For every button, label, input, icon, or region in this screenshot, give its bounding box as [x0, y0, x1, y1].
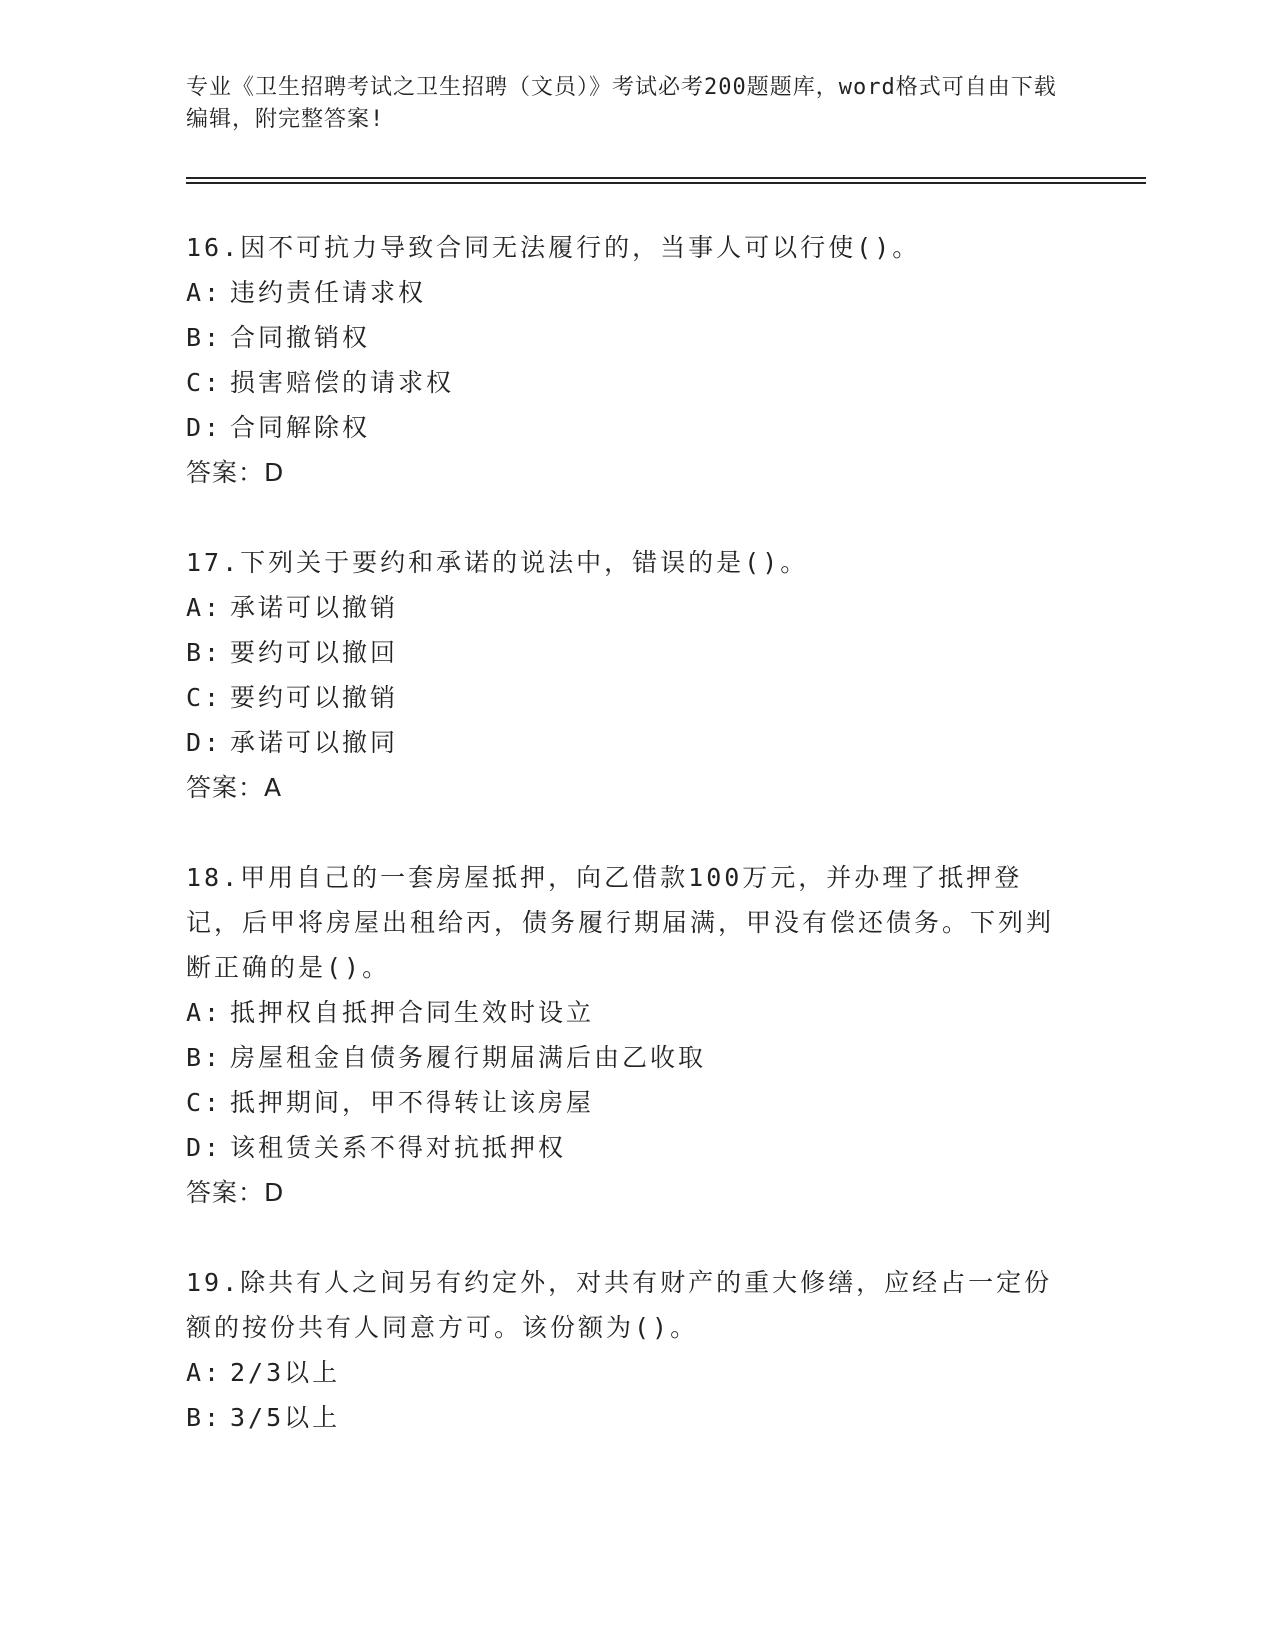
option-text: 损害赔偿的请求权	[230, 368, 455, 397]
option-letter: D:	[186, 413, 223, 442]
option-a	[186, 1350, 1066, 1395]
answer-line: 答案：D	[186, 458, 285, 487]
option-letter: A:	[186, 593, 223, 622]
option-text: 要约可以撤销	[230, 683, 399, 712]
question-17	[186, 540, 1066, 810]
option-text: 抵押权自抵押合同生效时设立	[230, 998, 595, 1027]
question-19	[186, 1260, 1066, 1440]
question-stem: 19.除共有人之间另有约定外，对共有财产的重大修缮，应经占一定份额的按份共有人同意方可。该份额为()。	[186, 1268, 1053, 1342]
option-text: 要约可以撤回	[230, 638, 399, 667]
option-d	[186, 720, 1066, 765]
answer-line: 答案：A	[186, 773, 283, 802]
option-d	[186, 405, 1066, 450]
question-stem: 18.甲用自己的一套房屋抵押，向乙借款100万元，并办理了抵押登记，后甲将房屋出租给丙，债务履行期届满，甲没有偿还债务。下列判断正确的是()。	[186, 863, 1055, 982]
option-text: 2/3以上	[230, 1358, 341, 1387]
header-divider-top	[186, 177, 1146, 179]
option-b	[186, 630, 1066, 675]
option-letter: A:	[186, 1358, 223, 1387]
option-c	[186, 675, 1066, 720]
question-stem: 17.下列关于要约和承诺的说法中，错误的是()。	[186, 548, 809, 577]
option-letter: C:	[186, 1088, 223, 1117]
option-letter: C:	[186, 683, 223, 712]
option-letter: D:	[186, 728, 223, 757]
option-c	[186, 1080, 1066, 1125]
option-a	[186, 990, 1066, 1035]
option-text: 违约责任请求权	[230, 278, 427, 307]
option-letter: B:	[186, 638, 223, 667]
option-b	[186, 315, 1066, 360]
answer-line: 答案：D	[186, 1178, 285, 1207]
question-stem: 16.因不可抗力导致合同无法履行的，当事人可以行使()。	[186, 233, 921, 262]
option-text: 合同撤销权	[230, 323, 371, 352]
option-text: 房屋租金自债务履行期届满后由乙收取	[230, 1043, 707, 1072]
document-header: 专业《卫生招聘考试之卫生招聘（文员）》考试必考200题题库，word格式可自由下载编辑，附完整答案!	[186, 75, 1057, 132]
header-divider-bottom	[186, 182, 1146, 184]
option-text: 3/5以上	[230, 1403, 341, 1432]
option-text: 合同解除权	[230, 413, 371, 442]
option-c	[186, 360, 1066, 405]
option-letter: B:	[186, 323, 223, 352]
option-text: 承诺可以撤同	[230, 728, 399, 757]
option-a	[186, 585, 1066, 630]
option-a	[186, 270, 1066, 315]
option-letter: A:	[186, 278, 223, 307]
option-b	[186, 1035, 1066, 1080]
option-letter: D:	[186, 1133, 223, 1162]
option-letter: B:	[186, 1403, 223, 1432]
option-letter: B:	[186, 1043, 223, 1072]
option-b	[186, 1395, 1066, 1440]
option-text: 抵押期间，甲不得转让该房屋	[230, 1088, 595, 1117]
option-d	[186, 1125, 1066, 1170]
option-letter: A:	[186, 998, 223, 1027]
question-18	[186, 855, 1066, 1215]
option-letter: C:	[186, 368, 223, 397]
option-text: 该租赁关系不得对抗抵押权	[230, 1133, 567, 1162]
option-text: 承诺可以撤销	[230, 593, 399, 622]
question-16	[186, 225, 1066, 495]
